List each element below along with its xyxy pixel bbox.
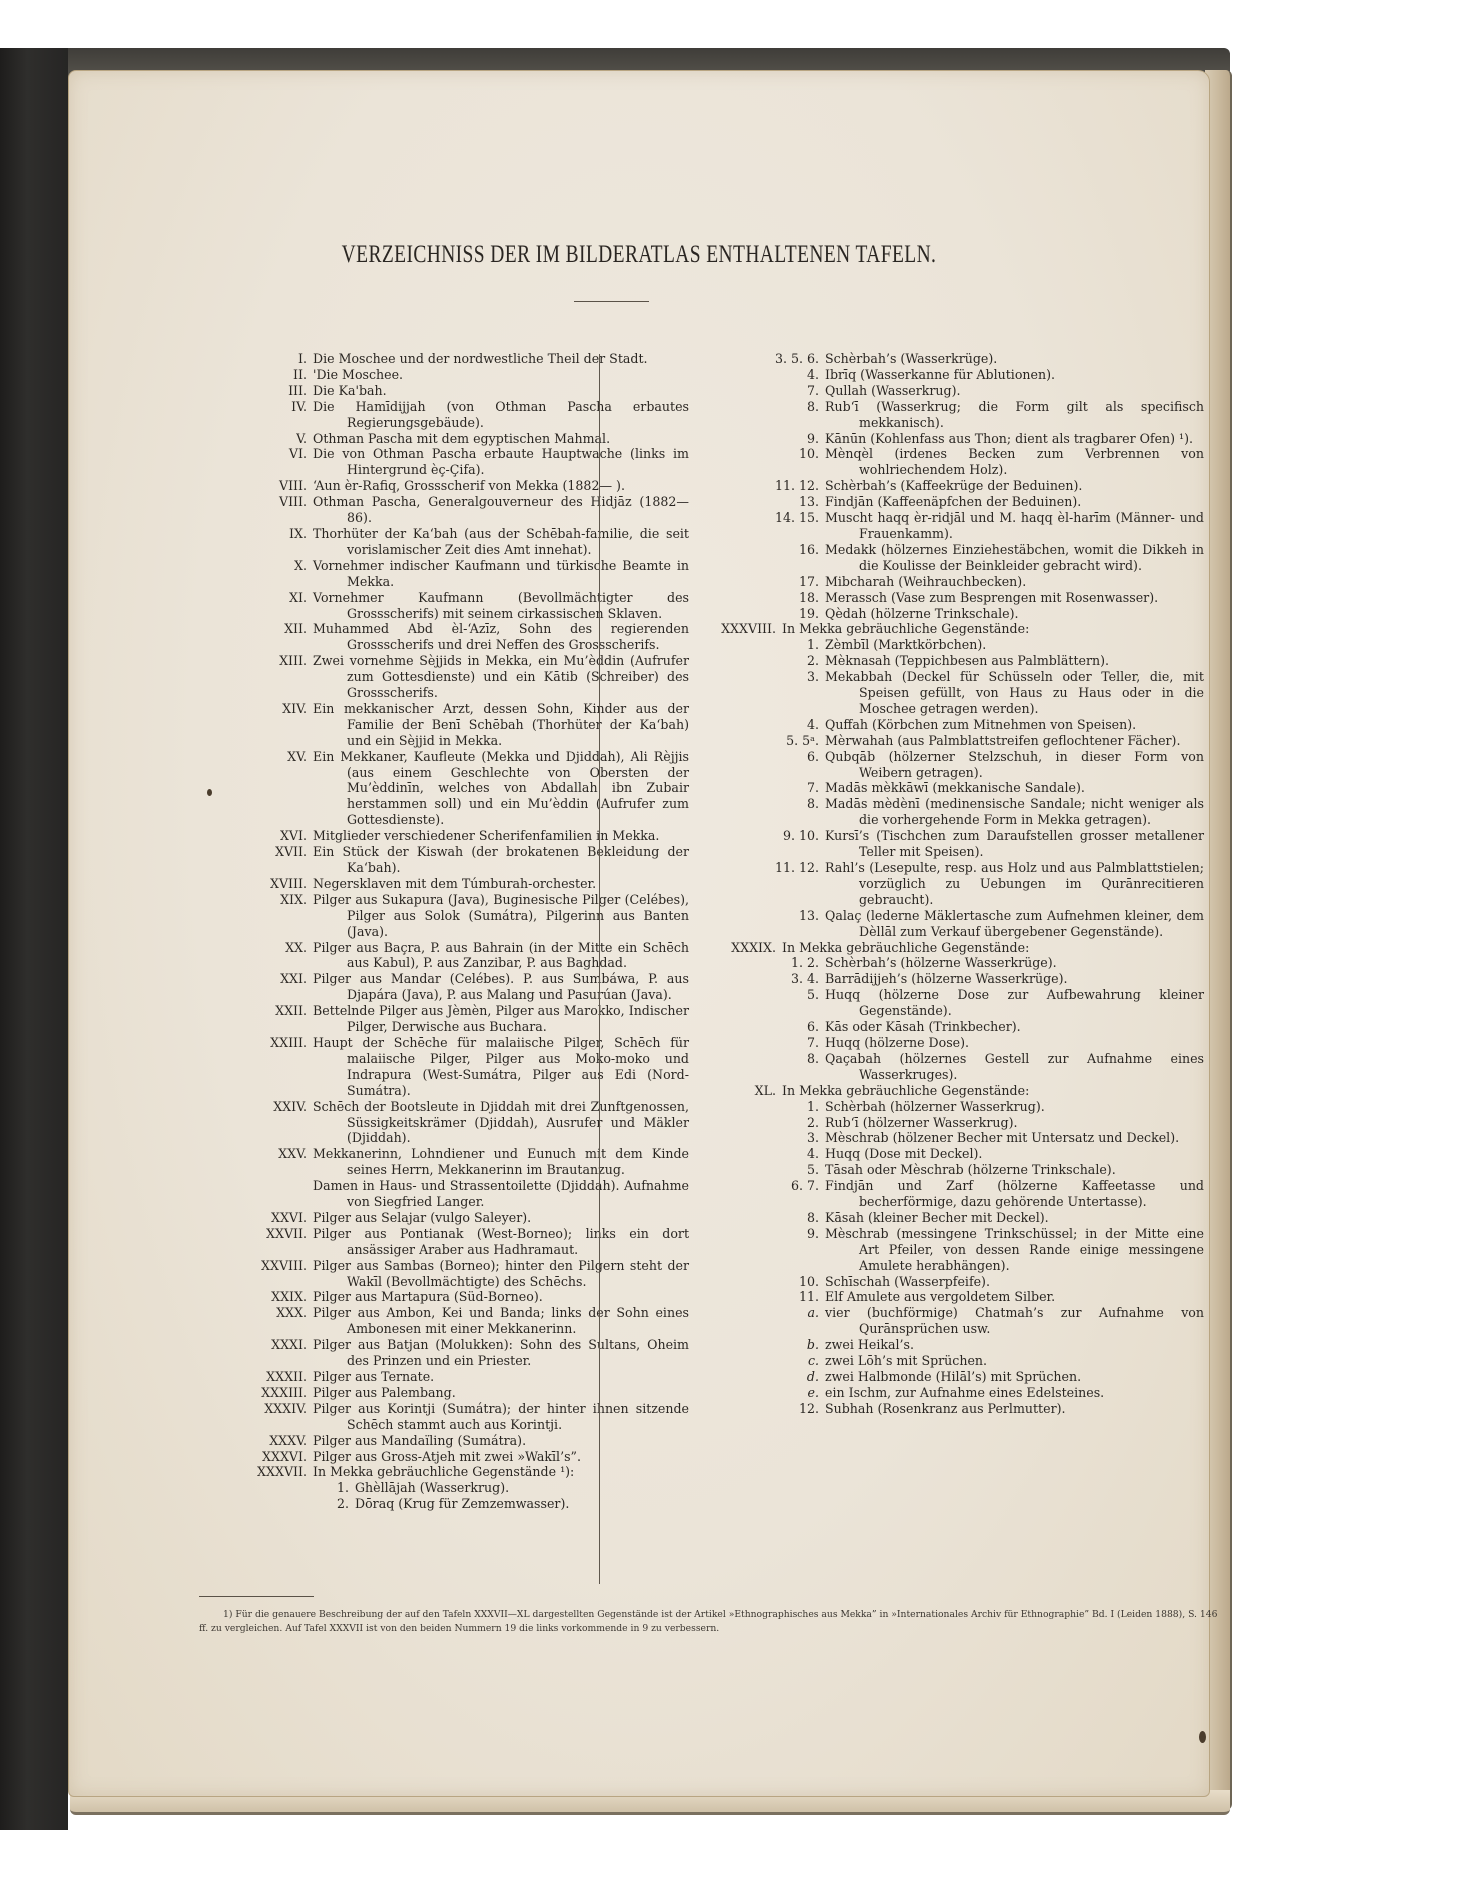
object-entry — [719, 1130, 1204, 1146]
entry-number: XXXVII. — [257, 1464, 307, 1480]
entry-text: Medakk (hölzernes Einziehestäbchen, womit die Dikkeh in die Koulisse der Beinkleider gebracht wird). — [825, 541, 1204, 573]
entry-number: XXVII. — [266, 1225, 307, 1241]
footnote-rule — [199, 1596, 314, 1597]
plate-entry — [199, 590, 689, 622]
entry-number: 12. — [798, 1400, 819, 1416]
entry-number: XL. — [754, 1082, 776, 1098]
plate-entry — [199, 1305, 689, 1337]
plate-entry — [199, 494, 689, 526]
entry-text: Mènqèl (irdenes Becken zum Verbrennen von wohlriechendem Holz). — [825, 446, 1204, 478]
entry-text: Huqq (Dose mit Deckel). — [825, 1146, 983, 1162]
entry-text: Ibrīq (Wasserkanne für Ablutionen). — [825, 366, 1055, 382]
plate-entry — [199, 478, 689, 494]
plate-entry — [199, 431, 689, 447]
object-entry — [719, 606, 1204, 622]
plate-entry — [199, 1385, 689, 1401]
entry-text: Qalaç (lederne Mäklertasche zum Aufnehmen kleiner, dem Dèllāl zum Verkauf übergebener Gegenstände). — [825, 907, 1204, 939]
entry-number: XXVIII. — [261, 1257, 307, 1273]
object-entry — [719, 478, 1204, 494]
entry-number: 4. — [806, 1146, 819, 1162]
entry-text: Haupt der Schēche für malaiische Pilger, Schēch für malaiische Pilger, Pilger aus Moko-moko und Indrapura (West-Sumátra, Pilger aus Edi (Nord-Sumátra). — [313, 1034, 689, 1098]
ink-spot — [1199, 1731, 1206, 1743]
column-divider — [599, 354, 600, 1584]
plate-entry — [199, 1178, 689, 1210]
entry-text: Othman Pascha mit dem egyptischen Mahmal. — [313, 430, 611, 446]
object-entry — [719, 669, 1204, 717]
right-column — [719, 351, 1204, 1417]
entry-text: Subhah (Rosenkranz aus Perlmutter). — [825, 1400, 1066, 1416]
plate-entry — [199, 1369, 689, 1385]
object-entry — [719, 351, 1204, 367]
object-entry — [719, 1035, 1204, 1051]
entry-text: Qullah (Wasserkrug). — [825, 382, 961, 398]
entry-number: 5. — [806, 1162, 819, 1178]
entry-number: XXXI. — [271, 1337, 307, 1353]
object-entry — [719, 1099, 1204, 1115]
entry-number: XII. — [284, 621, 307, 637]
plate-entry — [199, 399, 689, 431]
entry-text: Zèmbīl (Marktkörbchen). — [825, 637, 987, 653]
plate-entry — [199, 446, 689, 478]
entry-text: Schèrbah (hölzerner Wasserkrug). — [825, 1098, 1045, 1114]
plate-entry — [199, 1258, 689, 1290]
entry-text: Pilger aus Ternate. — [313, 1369, 435, 1384]
entry-text: ein Ischm, zur Aufnahme eines Edelsteines. — [825, 1384, 1105, 1400]
plate-entry — [199, 621, 689, 653]
entry-text: Pilger aus Gross-Atjeh mit zwei »Wakīl’s”. — [313, 1448, 581, 1464]
entry-number: 6. — [806, 1019, 819, 1035]
entry-text: Muhammed Abd èl-‘Azīz, Sohn des regierenden Grossscherifs und drei Neffen des Grossscherifs. — [313, 621, 689, 653]
entry-number: 6. 7. — [790, 1178, 819, 1194]
entry-number: 4. — [806, 366, 819, 382]
object-entry — [719, 446, 1204, 478]
plate-entry — [199, 558, 689, 590]
plate-entry — [719, 1083, 1204, 1099]
entry-number: 17. — [798, 573, 819, 589]
entry-number: 16. — [798, 541, 819, 557]
entry-number: 1. 2. — [790, 955, 819, 971]
object-entry — [719, 1162, 1204, 1178]
entry-number: 9. — [806, 430, 819, 446]
entry-text: Ein mekkanischer Arzt, dessen Sohn, Kinder aus der Familie der Benī Schēbah (Thorhüter der Ka‘bah) und ein Sèjjid in Mekka. — [313, 700, 689, 748]
entry-text: Pilger aus Korintji (Sumátra); der hinter ihnen sitzende Schēch stammt auch aus Korintji. — [313, 1400, 689, 1432]
plate-entry — [199, 1003, 689, 1035]
object-entry — [719, 383, 1204, 399]
object-entry — [719, 1274, 1204, 1290]
entry-text: Rahl’s (Lesepulte, resp. aus Holz und aus Palmblattstielen; vorzüglich zu Uebungen im Qurānrecitieren gebraucht). — [825, 860, 1204, 907]
object-entry — [719, 796, 1204, 828]
object-entry — [719, 590, 1204, 606]
entry-number: a. — [807, 1305, 819, 1321]
entry-text: Findjān (Kaffeenäpfchen der Beduinen). — [825, 494, 1082, 510]
entry-text: Die Hamīdijjah (von Othman Pascha erbautes Regierungsgebäude). — [313, 398, 689, 430]
entry-text: Die von Othman Pascha erbaute Hauptwache (links im Hintergrund èç-Çifa). — [313, 446, 689, 478]
entry-text: Mèrwahah (aus Palmblattstreifen geflochtener Fächer). — [825, 732, 1181, 748]
amulet-entry — [719, 1337, 1204, 1353]
entry-text: Pilger aus Palembang. — [313, 1384, 456, 1400]
entry-number: 3. 4. — [790, 971, 819, 987]
entry-text: Elf Amulete aus vergoldetem Silber. — [825, 1289, 1056, 1305]
entry-text: Pilger aus Pontianak (West-Borneo); links ein dort ansässiger Araber aus Hadhramaut. — [313, 1225, 689, 1257]
entry-number: XIII. — [279, 653, 307, 669]
object-entry — [719, 1146, 1204, 1162]
entry-text: Madās mèdènī (medinensische Sandale; nicht weniger als die vorhergehende Form in Mekka getragen). — [825, 796, 1204, 828]
entry-number: XVII. — [274, 844, 307, 860]
object-entry — [719, 399, 1204, 431]
entry-text: Othman Pascha, Generalgouverneur des Hidjāz (1882—86). — [313, 494, 689, 526]
object-entry — [719, 637, 1204, 653]
entry-number: 2. — [336, 1496, 349, 1512]
object-entry — [719, 1226, 1204, 1274]
footnote: 1) Für die genauere Beschreibung der auf den Tafeln XXXVII—XL dargestellten Gegenstände ist der Artikel »Ethnographisches aus Mekka” in »Internationales Archiv für Ethnographie” Bd. I (Leiden 1888), S. 146 ff. zu vergleichen. Auf Tafel XXXVII ist von den beiden Nummern 19 die links vorkommende in 9 zu verbessern. — [199, 1609, 1218, 1634]
object-entry — [719, 1115, 1204, 1131]
entry-text: In Mekka gebräuchliche Gegenstände: — [782, 621, 1030, 637]
object-entry — [719, 653, 1204, 669]
title-rule — [574, 301, 649, 302]
entry-number: 1. — [806, 637, 819, 653]
entry-number: b. — [806, 1337, 819, 1353]
object-entry — [719, 749, 1204, 781]
plate-entry — [199, 383, 689, 399]
entry-text: Damen in Haus- und Strassentoilette (Djiddah). Aufnahme von Siegfried Langer. — [313, 1178, 689, 1210]
entry-number: XXII. — [275, 1003, 307, 1019]
entry-number: 10. — [798, 1273, 819, 1289]
entry-number: XXXIX. — [731, 939, 776, 955]
entry-number: XXX. — [276, 1305, 307, 1321]
entry-number: 11. — [798, 1289, 819, 1305]
plate-entry — [199, 351, 689, 367]
entry-text: Merassch (Vase zum Besprengen mit Rosenwasser). — [825, 589, 1159, 605]
amulet-entry — [719, 1369, 1204, 1385]
entry-number: VIII. — [278, 478, 307, 494]
entry-text: Huqq (hölzerne Dose). — [825, 1034, 970, 1050]
entry-number: XV. — [287, 748, 307, 764]
entry-number: 3. — [806, 1130, 819, 1146]
plate-entry — [199, 701, 689, 749]
entry-number: 13. — [798, 907, 819, 923]
entry-number: XXXVI. — [262, 1448, 307, 1464]
object-entry — [719, 987, 1204, 1019]
entry-text: Qaçabah (hölzernes Gestell zur Aufnahme eines Wasserkruges). — [825, 1050, 1204, 1082]
left-column — [199, 351, 689, 1512]
ink-spot — [207, 789, 212, 796]
entry-text: 'Die Moschee. — [313, 366, 404, 382]
plate-entry — [199, 1464, 689, 1480]
plate-entry — [199, 1401, 689, 1433]
entry-number: 4. — [806, 716, 819, 732]
object-entry — [719, 717, 1204, 733]
plate-entry — [199, 1449, 689, 1465]
plate-entry — [199, 1337, 689, 1369]
object-entry — [719, 574, 1204, 590]
object-entry — [719, 860, 1204, 908]
entry-text: Vornehmer indischer Kaufmann und türkische Beamte in Mekka. — [313, 557, 689, 589]
object-entry — [719, 1210, 1204, 1226]
entry-text: Mekabbah (Deckel für Schüsseln oder Teller, die, mit Speisen gefüllt, von Haus zu Haus oder in die Moschee getragen werden). — [825, 669, 1204, 716]
entry-number: 13. — [798, 494, 819, 510]
plate-entry — [199, 1099, 689, 1147]
entry-text: Pilger aus Ambon, Kei und Banda; links der Sohn eines Ambonesen mit einer Mekkanerinn. — [313, 1305, 689, 1337]
entry-text: Ghèllājah (Wasserkrug). — [355, 1480, 510, 1496]
entry-number: 8. — [806, 398, 819, 414]
entry-text: Pilger aus Sukapura (Java), Buginesische Pilger (Celébes), Pilger aus Solok (Sumátra), Pilgerinn aus Banten (Java). — [313, 891, 689, 939]
entry-number: c. — [807, 1353, 819, 1369]
entry-number: IV. — [291, 398, 307, 414]
plate-entry — [719, 940, 1204, 956]
entry-number: 7. — [806, 780, 819, 796]
entry-number: 3. — [806, 669, 819, 685]
book-spine — [0, 48, 68, 1830]
object-entry — [719, 1401, 1204, 1417]
object-entry — [199, 1496, 689, 1512]
object-entry — [719, 1178, 1204, 1210]
object-entry — [719, 1051, 1204, 1083]
entry-text: Qèdah (hölzerne Trinkschale). — [825, 605, 1019, 621]
entry-text: Mèschrab (hölzener Becher mit Untersatz und Deckel). — [825, 1130, 1180, 1146]
entry-text: Pilger aus Selajar (vulgo Saleyer). — [313, 1209, 532, 1225]
entry-text: Quffah (Körbchen zum Mitnehmen von Speisen). — [825, 716, 1137, 732]
entry-number: 5. — [806, 987, 819, 1003]
entry-number: X. — [294, 557, 307, 573]
entry-number: XVI. — [279, 828, 307, 844]
plate-entry — [199, 653, 689, 701]
document-page — [68, 70, 1218, 1797]
entry-number: 3. 5. 6. — [774, 351, 819, 366]
entry-text: zwei Heikal’s. — [825, 1337, 914, 1353]
entry-text: Rub‘ī (Wasserkrug; die Form gilt als specifisch mekkanisch). — [825, 398, 1204, 430]
entry-text: Kānūn (Kohlenfass aus Thon; dient als tragbarer Ofen) ¹). — [825, 430, 1194, 446]
entry-number: XXI. — [280, 971, 307, 987]
object-entry — [719, 828, 1204, 860]
entry-number: XXV. — [278, 1146, 307, 1162]
entry-text: Vornehmer Kaufmann (Bevollmächtigter des Grossscherifs) mit seinem cirkassischen Sklaven. — [313, 589, 689, 621]
plate-entry — [199, 971, 689, 1003]
entry-text: Mekkanerinn, Lohndiener und Eunuch mit dem Kinde seines Herrn, Mekkanerinn im Brautanzug. — [313, 1146, 689, 1178]
plate-entry — [199, 526, 689, 558]
entry-text: Schīschah (Wasserpfeife). — [825, 1273, 990, 1289]
plate-entry — [199, 367, 689, 383]
entry-number: e. — [807, 1384, 819, 1400]
entry-number: XXXVIII. — [721, 621, 776, 637]
entry-text: Pilger aus Martapura (Süd-Borneo). — [313, 1289, 543, 1305]
entry-text: Pilger aus Mandaïling (Sumátra). — [313, 1432, 527, 1448]
plate-entry — [199, 844, 689, 876]
entry-number: 2. — [806, 1114, 819, 1130]
entry-text: Ein Mekkaner, Kaufleute (Mekka und Djiddah), Ali Rèjjis (aus einem Geschlechte von Obersten der Mu’èddinīn, welches von Abdallah ibn Zubair herstammen soll) und ein Mu’èddin (Aufrufer zum Gottesdienste). — [313, 748, 689, 828]
entry-text: Tāsah oder Mèschrab (hölzerne Trinkschale). — [825, 1162, 1116, 1178]
entry-text: Mibcharah (Weihrauchbecken). — [825, 573, 1027, 589]
entry-number: XI. — [289, 589, 307, 605]
entry-text: Schèrbah’s (Wasserkrüge). — [825, 351, 998, 366]
amulet-entry — [719, 1305, 1204, 1337]
entry-text: Muscht haqq èr-ridjāl und M. haqq èl-harīm (Männer- und Frauenkamm). — [825, 510, 1204, 541]
entry-number: VI. — [288, 446, 307, 462]
amulet-entry — [719, 1353, 1204, 1369]
entry-number: 8. — [806, 1209, 819, 1225]
entry-number: 7. — [806, 382, 819, 398]
entry-number: 11. 12. — [774, 478, 819, 494]
entry-number: XXIX. — [271, 1289, 307, 1305]
entry-number: 8. — [806, 1050, 819, 1066]
entry-text: Mèknasah (Teppichbesen aus Palmblättern). — [825, 653, 1110, 669]
entry-number: XXIV. — [273, 1098, 307, 1114]
entry-text: Die Moschee und der nordwestliche Theil der Stadt. — [313, 351, 648, 366]
entry-number: XXVI. — [270, 1209, 307, 1225]
plate-entry — [199, 1289, 689, 1305]
entry-text: Die Ka'bah. — [313, 382, 387, 398]
object-entry — [719, 367, 1204, 383]
object-entry — [719, 1289, 1204, 1305]
plate-entry — [199, 749, 689, 829]
object-entry — [719, 780, 1204, 796]
entry-number: 9. 10. — [782, 828, 819, 844]
entry-number: VIII. — [278, 494, 307, 510]
entry-number: II. — [293, 366, 307, 382]
entry-number: I. — [298, 351, 307, 366]
entry-text: Findjān und Zarf (hölzerne Kaffeetasse und becherförmige, dazu gehörende Untertasse). — [825, 1178, 1204, 1210]
entry-number: 18. — [798, 589, 819, 605]
object-entry — [719, 733, 1204, 749]
entry-number: 7. — [806, 1034, 819, 1050]
entry-number: 11. 12. — [774, 860, 819, 875]
entry-text: Schèrbah’s (hölzerne Wasserkrüge). — [825, 955, 1057, 971]
entry-number: XX. — [285, 939, 307, 955]
amulet-entry — [719, 1385, 1204, 1401]
entry-number: XXXIII. — [261, 1384, 307, 1400]
entry-number: 19. — [798, 605, 819, 621]
object-entry — [719, 510, 1204, 542]
plate-entry — [199, 1210, 689, 1226]
entry-text: Negersklaven mit dem Túmburah-orchester. — [313, 875, 597, 891]
entry-text: Mitglieder verschiedener Scherifenfamilien in Mekka. — [313, 828, 660, 844]
entry-text: Qubqāb (hölzerner Stelzschuh, in dieser Form von Weibern getragen). — [825, 748, 1204, 780]
entry-number: 2. — [806, 653, 819, 669]
entry-text: Pilger aus Sambas (Borneo); hinter den Pilgern steht der Wakīl (Bevollmächtigte) des Schēchs. — [313, 1257, 689, 1289]
entry-text: zwei Lōh’s mit Sprüchen. — [825, 1353, 988, 1369]
plate-entry — [199, 828, 689, 844]
entry-text: Kās oder Kāsah (Trinkbecher). — [825, 1019, 1021, 1035]
entry-number: 10. — [798, 446, 819, 462]
page-title: VERZEICHNISS DER IM BILDERATLAS ENTHALTENEN TAFELN. — [341, 241, 937, 268]
plate-entry — [199, 1146, 689, 1178]
entry-text: vier (buchförmige) Chatmah’s zur Aufnahme von Qurānsprüchen usw. — [825, 1305, 1204, 1337]
entry-number: 6. — [806, 748, 819, 764]
entry-number: 1. — [806, 1098, 819, 1114]
entry-text: zwei Halbmonde (Hilāl’s) mit Sprüchen. — [825, 1369, 1082, 1384]
entry-text: Dōraq (Krug für Zemzemwasser). — [355, 1496, 570, 1512]
entry-text: Pilger aus Mandar (Celébes). P. aus Sumbáwa, P. aus Djapára (Java), P. aus Malang und Pasurúan (Java). — [313, 971, 689, 1003]
entry-number: 9. — [806, 1225, 819, 1241]
object-entry — [719, 542, 1204, 574]
plate-entry — [199, 940, 689, 972]
entry-text: Schēch der Bootsleute in Djiddah mit drei Zunftgenossen, Süssigkeitskrämer (Djiddah), Ausrufer und Mäkler (Djiddah). — [313, 1098, 689, 1146]
entry-number: d. — [806, 1369, 819, 1384]
entry-text: Barrādijjeh’s (hölzerne Wasserkrüge). — [825, 971, 1068, 987]
entry-number: V. — [296, 430, 307, 446]
entry-number: XVIII. — [270, 875, 307, 891]
entry-text: Kāsah (kleiner Becher mit Deckel). — [825, 1209, 1049, 1225]
entry-text: In Mekka gebräuchliche Gegenstände: — [782, 1082, 1030, 1098]
entry-number: XXXII. — [266, 1369, 307, 1384]
plate-entry — [199, 1433, 689, 1449]
entry-text: Thorhüter der Ka‘bah (aus der Schēbah-familie, die seit vorislamischer Zeit dies Amt innehat). — [313, 525, 689, 557]
entry-number: 8. — [806, 796, 819, 812]
entry-number: XXXIV. — [264, 1400, 307, 1416]
object-entry — [719, 908, 1204, 940]
entry-text: In Mekka gebräuchliche Gegenstände ¹): — [313, 1464, 575, 1480]
entry-number: XIX. — [280, 891, 307, 907]
entry-text: Rub‘ī (hölzerner Wasserkrug). — [825, 1114, 1018, 1130]
entry-number: XXIII. — [270, 1034, 307, 1050]
entry-number: 14. 15. — [774, 510, 819, 526]
plate-entry — [199, 1226, 689, 1258]
entry-text: Mèschrab (messingene Trinkschüssel; in der Mitte eine Art Pfeiler, von dessen Rande einige messingene Amulete herabhängen). — [825, 1225, 1204, 1273]
entry-text: Zwei vornehme Sèjjids in Mekka, ein Mu’èddin (Aufrufer zum Gottesdienste) und ein Kātib (Schreiber) des Grossscherifs. — [313, 653, 689, 701]
entry-text: Schèrbah’s (Kaffeekrüge der Beduinen). — [825, 478, 1083, 494]
entry-text: ‘Aun èr-Rafiq, Grossscherif von Mekka (1882— ). — [313, 478, 625, 494]
entry-text: Ein Stück der Kiswah (der brokatenen Bekleidung der Ka‘bah). — [313, 844, 689, 875]
entry-text: Madās mèkkāwī (mekkanische Sandale). — [825, 780, 1085, 796]
entry-number: XXXV. — [269, 1432, 307, 1448]
object-entry — [719, 955, 1204, 971]
object-entry — [719, 431, 1204, 447]
plate-entry — [199, 876, 689, 892]
object-entry — [719, 1019, 1204, 1035]
entry-text: Huqq (hölzerne Dose zur Aufbewahrung kleiner Gegenstände). — [825, 987, 1204, 1019]
object-entry — [719, 494, 1204, 510]
plate-entry — [719, 621, 1204, 637]
object-entry — [199, 1480, 689, 1496]
entry-number: IX. — [289, 525, 307, 541]
entry-text: Pilger aus Baçra, P. aus Bahrain (in der Mitte ein Schēch aus Kabul), P. aus Zanzibar, P. aus Baghdad. — [313, 939, 689, 971]
plate-entry — [199, 892, 689, 940]
entry-text: Pilger aus Batjan (Molukken): Sohn des Sultans, Oheim des Prinzen und ein Priester. — [313, 1337, 689, 1369]
entry-text: Bettelnde Pilger aus Jèmèn, Pilger aus Marokko, Indischer Pilger, Derwische aus Buchara. — [313, 1003, 689, 1035]
entry-number: III. — [288, 382, 307, 398]
entry-number: 5. 5ᵃ. — [786, 732, 819, 748]
entry-text: In Mekka gebräuchliche Gegenstände: — [782, 939, 1030, 955]
entry-number: XIV. — [282, 700, 307, 716]
plate-entry — [199, 1035, 689, 1099]
entry-number: 1. — [336, 1480, 349, 1496]
entry-text: Kursī’s (Tischchen zum Daraufstellen grosser metallener Teller mit Speisen). — [825, 828, 1204, 860]
object-entry — [719, 971, 1204, 987]
